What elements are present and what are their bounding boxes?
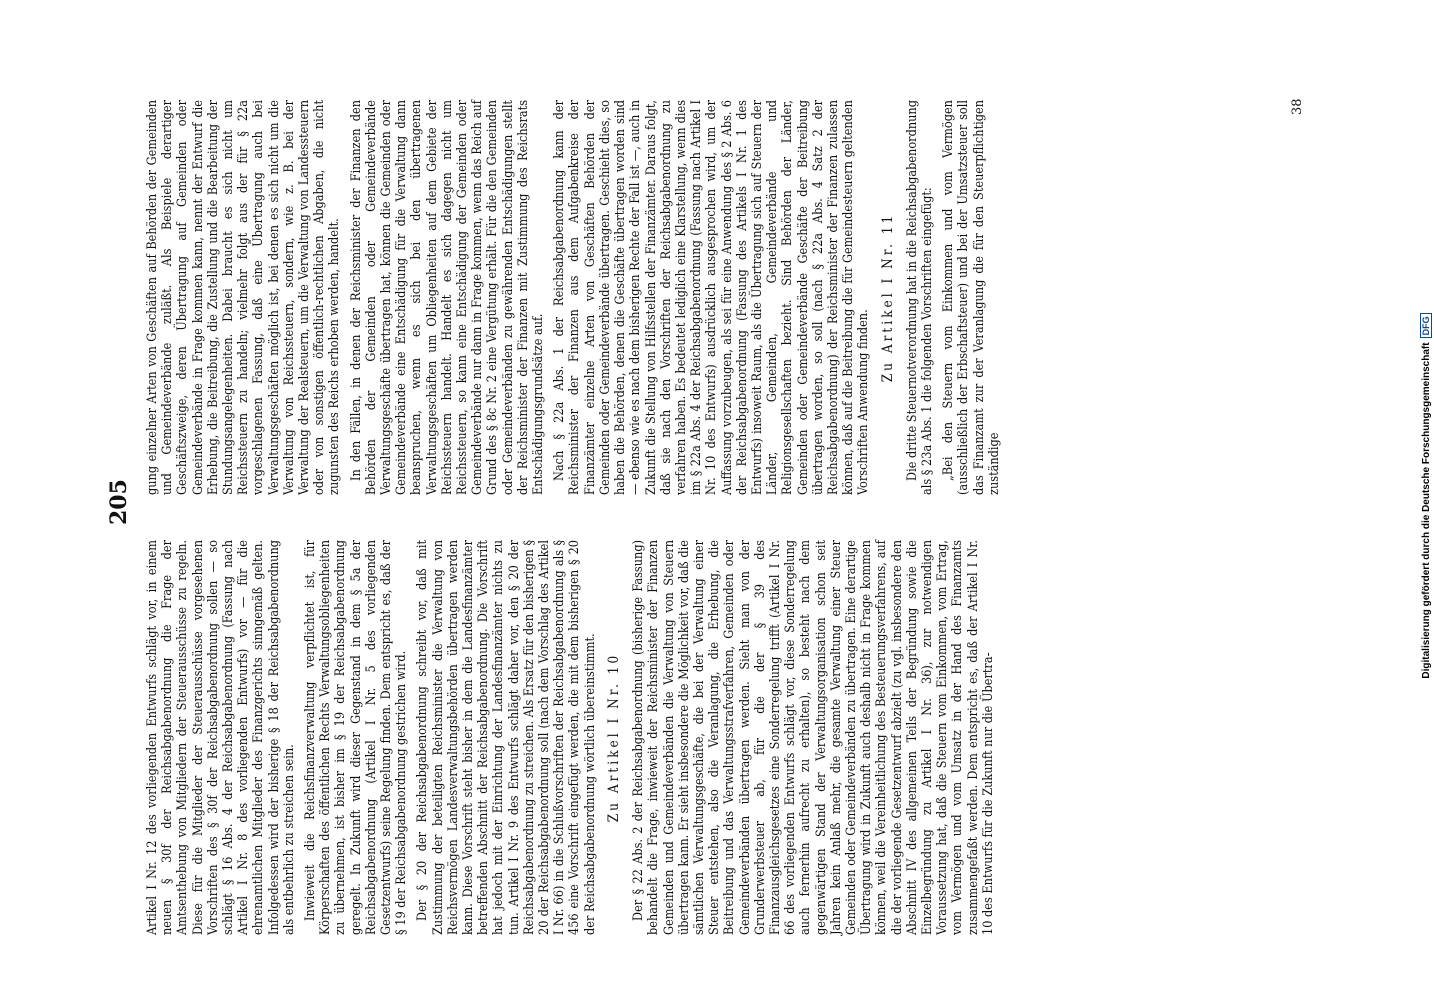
paragraph: Inwieweit die Reichsfinanzverwaltung verpflichtet ist, für Körperschaften des öffentlichen Rechts Verwaltungsobliegenheiten zu übernehmen, ist bisher im § 19 der Reichsabgabenordnung geregelt. In Zukunft wird dieser Gegenstand in dem § 5a der Reichsabgabenordnung (Artikel I Nr. 5 des vorliegenden Gesetzentwurfs) seine Regelung finden. Dem entspricht es, daß der § 19 der Reichsabgabenordnung gestrichen wird.: [302, 540, 409, 935]
paragraph: Der § 20 der Reichsabgabenordnung schreibt vor, daß mit Zustimmung der beteiligten Reichsminister die Verwaltung von Reichsvermögen Landesverwaltungsbehörden übertragen werden kann. Diese Vorschrift steht bisher in dem die Landesfinanzämter betreffenden Abschnitt der Reichsabgabenordnung. Die Vorschrift hat jedoch mit der Einrichtung der Landesfinanzämter nichts zu tun. Artikel I Nr. 9 des Entwurfs schlägt daher vor, den § 20 der Reichsabgabenordnung zu streichen. Als Ersatz für den bisherigen § 20 der Reichsabgabenordnung soll (nach dem Vorschlag des Artikel I Nr. 66) in die Schlußvorschriften der Reichsabgabenordnung als § 456 eine Vorschrift eingefügt werden, die mit dem bisherigen § 20 der Reichsabgabenordnung wörtlich übereinstimmt.: [414, 540, 597, 935]
digitization-credit: [1416, 0, 1434, 1000]
paragraph: „Bei den Steuern vom Einkommen und vom Vermögen (ausschließlich der Erbschaftsteuer) und bei der Umsatzsteuer soll das Finanzamt zur der Veranlagung die für den Steuerpflichtigen zuständige: [940, 100, 1001, 495]
paragraph: Die dritte Steuernotverordnung hat in die Reichsabgabenordnung als § 23a Abs. 1 die folgenden Vorschriften eingefügt:: [903, 100, 934, 495]
footer-page-number: 38: [1290, 98, 1305, 115]
credit-text: Digitalisierung gefördert durch die Deutsche Forschungsgemeinschaft: [1421, 342, 1432, 679]
section-heading: Zu Artikel I Nr. 11: [879, 212, 896, 383]
dfg-logo: DFG: [1420, 313, 1432, 338]
rotated-sheet: [106, 75, 1330, 935]
right-text-column: [144, 100, 1007, 495]
paragraph: Nach § 22a Abs. 1 der Reichsabgabenordnung kann der Reichsminister der Finanzen aus dem Aufgabenkreise der Finanzämter einzelne Arten von Geschäften Behörden der Gemeinden oder Gemeindeverbände übertragen. Geschieht dies, so haben die Behörden, denen die Geschäfte übertragen worden sind — ebenso wie es nach dem bisherigen Rechte der Fall ist —, auch in Zukunft die Stellung von Hilfsstellen der Finanzämter. Daraus folgt, daß sie nach den Vorschriften der Reichsabgabenordnung zu verfahren haben. Es bedeutet lediglich eine Klarstellung, wenn dies im § 22a Abs. 4 der Reichsabgabenordnung (Fassung nach Artikel I Nr. 10 des Entwurfs) ausdrücklich ausgesprochen wird, um der Auffassung vorzubeugen, als sei für eine Anwendung des § 2 Abs. 6 der Reichsabgabenordnung (Fassung des Artikels I Nr. 1 des Entwurfs) insoweit Raum, als die Übertragung sich auf Steuern der Länder, Gemeinden, Gemeindeverbände und Religionsgesellschaften bezieht. Sind Behörden der Länder, Gemeinden oder Gemeindeverbände Geschäfte der Beitreibung übertragen worden, so soll (nach § 22a Abs. 4 Satz 2 der Reichsabgabenordnung) der Reichsminister der Finanzen zulassen können, daß auf die Beitreibung die für Gemeindesteuern geltenden Vorschriften Anwendung finden.: [551, 100, 871, 495]
left-text-column: [144, 540, 1001, 935]
page-number: 205: [106, 479, 132, 525]
paragraph: Der § 22 Abs. 2 der Reichsabgabenordnung (bisherige Fassung) behandelt die Frage, inwieweit der Reichsminister der Finanzen Gemeinden und Gemeindeverbänden die Verwaltung von Steuern übertragen kann. Er sieht insbesondere die Möglichkeit vor, daß die sämtlichen Verwaltungsgeschäfte, die bei der Verwaltung einer Steuer entstehen, also die Veranlagung, die Erhebung, die Beitreibung und das Verwaltungsstrafverfahren, Gemeinden oder Gemeindeverbänden übertragen werden. Sieht man von der Grunderwerbsteuer ab, für die der § 39 des Finanzausgleichsgesetzes eine Sonderregelung trifft (Artikel I Nr. 66 des vorliegenden Entwurfs schlägt vor, diese Sonderregelung auch fernerhin aufrecht zu erhalten), so besteht nach dem gegenwärtigen Stand der Verwaltungsorganisation schon seit Jahren kein Anlaß mehr, die gesamte Verwaltung einer Steuer Gemeinden oder Gemeindeverbänden zu übertragen. Eine derartige Übertragung wird in Zukunft auch deshalb nicht in Frage kommen können, weil die Vereinheitlichung des Besteuerungsverfahrens, auf die der vorliegende Gesetzentwurf abzielt (zu vgl. insbesondere den Abschnitt IV des allgemeinen Teils der Begründung sowie die Einzelbegründung zu Artikel I Nr. 36), zur notwendigen Voraussetzung hat, daß die Steuern vom Einkommen, vom Ertrag, vom Vermögen und vom Umsatz in der Hand des Finanzamts zusammengefaßt werden. Dem entspricht es, daß der Artikel I Nr. 10 des Entwurfs für die Zukunft nur die Übertra-: [630, 540, 995, 935]
section-heading: Zu Artikel I Nr. 10: [605, 652, 622, 823]
paragraph: In den Fällen, in denen der Reichsminister der Finanzen den Behörden der Gemeinden oder Gemeindeverbände Verwaltungsgeschäfte übertragen hat, können die Gemeinden oder Gemeindeverbände eine Entschädigung für die Verwaltung dann beanspruchen, wenn es sich bei den übertragenen Verwaltungsgeschäften um Obliegenheiten auf dem Gebiete der Reichssteuern handelt. Handelt es sich dagegen nicht um Reichssteuern, so kann eine Entschädigung der Gemeinden oder Gemeindeverbände nur dann in Frage kommen, wenn das Reich auf Grund des § 8c Nr. 2 eine Vergütung erhält. Für die den Gemeinden oder Gemeindeverbänden zu gewährenden Entschädigungen stellt der Reichsminister der Finanzen mit Zustimmung des Reichsrats Entschädigungsgrundsätze auf.: [347, 100, 546, 495]
paragraph: Artikel I Nr. 12 des vorliegenden Entwurfs schlägt vor, in einem neuen § 30f der Reichsabgabenordnung die Frage der Amtsenthebung von Mitgliedern der Steuerausschüsse zu regeln. Diese für die Mitglieder der Steuerausschüsse vorgesehenen Vorschriften des § 30f der Reichsabgabenordnung sollen — so schlägt § 16 Abs. 4 der Reichsabgabenordnung (Fassung nach Artikel I Nr. 8 des vorliegenden Entwurfs) vor — für die ehrenamtlichen Mitglieder des Finanzgerichts sinngemäß gelten. Infolgedessen wird der bisherige § 18 der Reichsabgabenordnung als entbehrlich zu streichen sein.: [144, 540, 296, 935]
paragraph: gung einzelner Arten von Geschäften auf Behörden der Gemeinden und Gemeindeverbände zuläßt. Als Beispiele derartiger Geschäftszweige, deren Übertragung auf Gemeinden oder Gemeindeverbände in Frage kommen kann, nennt der Entwurf die Erhebung, die Beitreibung, die Zustellung und die Bearbeitung der Stundungsangelegenheiten. Dabei braucht es sich nicht um Reichssteuern zu handeln; vielmehr folgt aus der für § 22a vorgeschlagenen Fassung, daß eine Übertragung auch bei Verwaltungsgeschäften möglich ist, bei denen es sich nicht um die Verwaltung von Reichssteuern, sondern, wie z. B. bei der Verwaltung der Realsteuern, um die Verwaltung von Landessteuern oder von sonstigen öffentlich-rechtlichen Abgaben, die nicht zugunsten des Reichs erhoben werden, handelt.: [144, 100, 342, 495]
